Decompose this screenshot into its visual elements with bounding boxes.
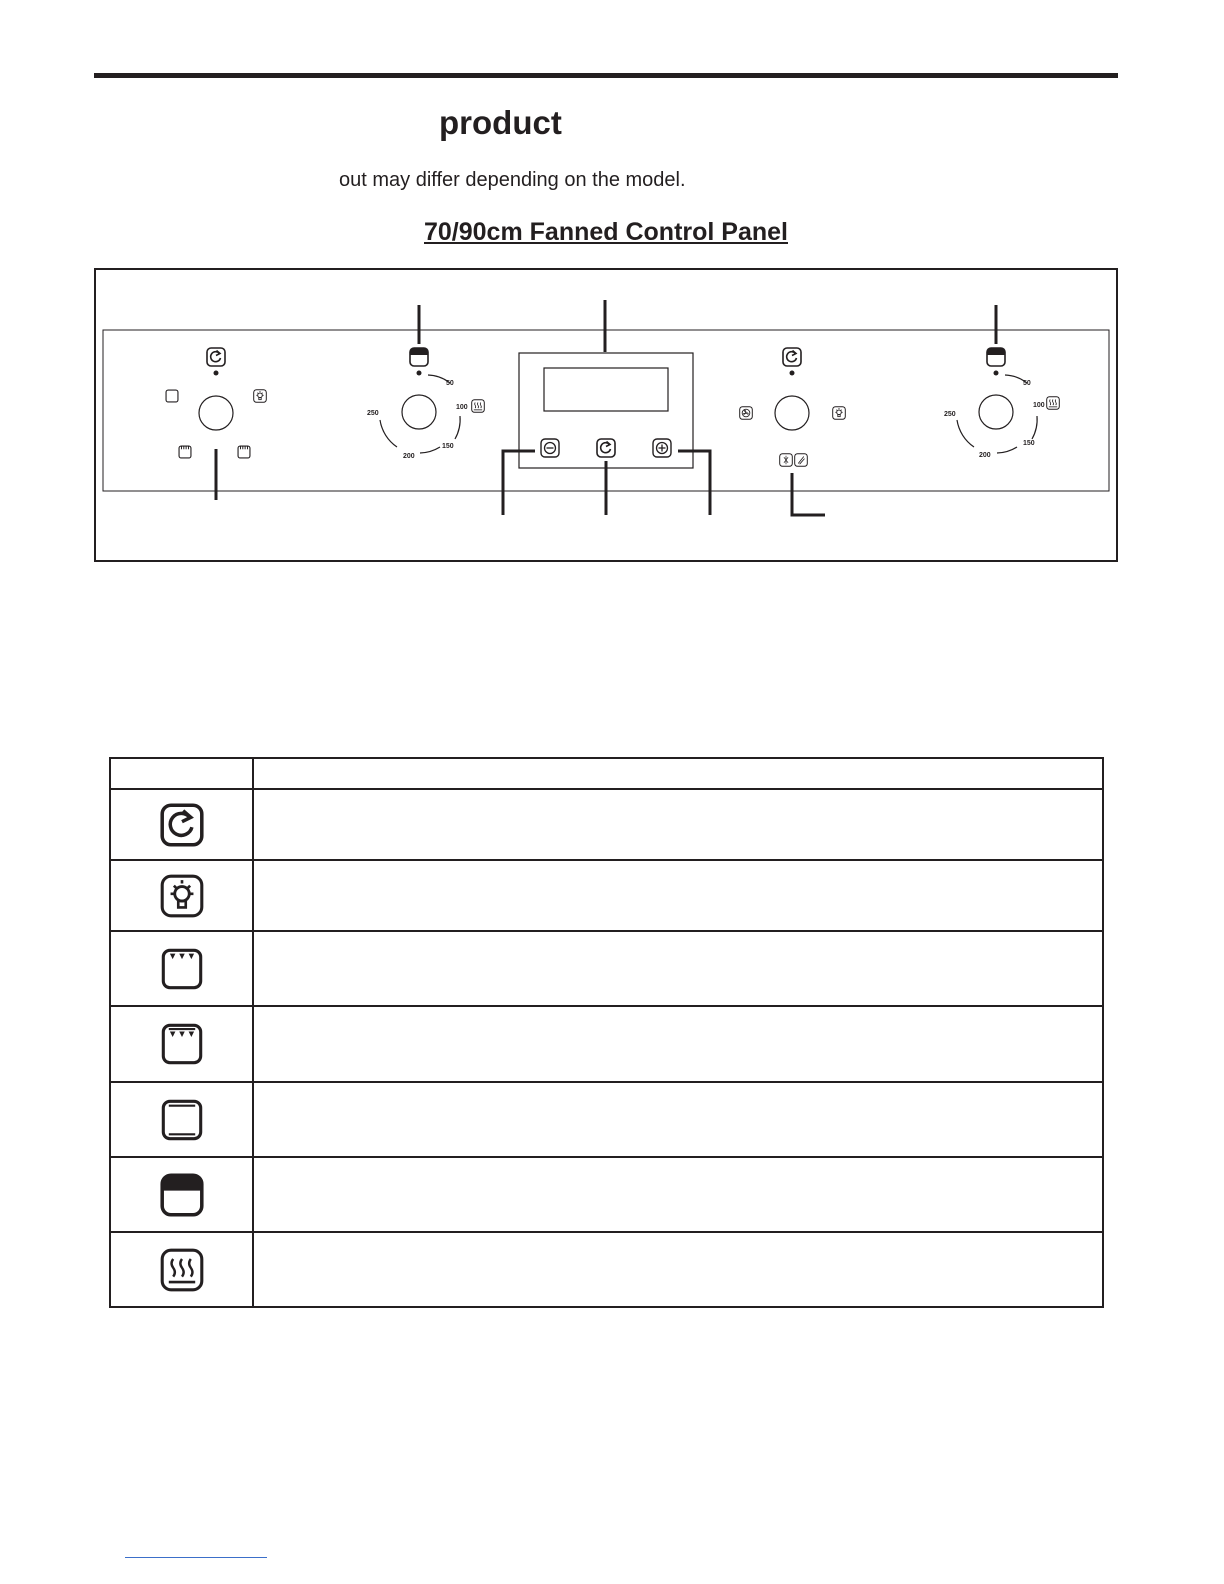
dial-scale-label: 50 (446, 380, 454, 387)
table-row (110, 1082, 1103, 1157)
row-description (253, 1232, 1103, 1307)
header-description (253, 758, 1103, 789)
dial-scale-label: 200 (979, 452, 991, 459)
temperature-knob-right[interactable] (944, 348, 1059, 459)
table-row (110, 931, 1103, 1006)
oven-light-icon (833, 407, 846, 420)
cycle-arrow-icon (783, 348, 801, 366)
grill-heater-icon (238, 446, 250, 458)
warming-heat-icon (1047, 397, 1060, 410)
dial-scale-label: 200 (403, 453, 415, 460)
table-row (110, 1006, 1103, 1082)
temperature-knob-left[interactable] (367, 348, 484, 460)
row-description (253, 860, 1103, 931)
top-bottom-heater-icon (160, 1098, 204, 1142)
row-description (253, 1082, 1103, 1157)
page-subtitle: out may differ depending on the model. (339, 169, 686, 191)
top-bottom-heater-icon (166, 390, 178, 402)
row-description (253, 789, 1103, 860)
oven-light-icon (160, 874, 204, 918)
symbols-table (109, 757, 1104, 1308)
warming-heat-icon (472, 400, 485, 413)
row-description (253, 1157, 1103, 1232)
table-header-row (110, 758, 1103, 789)
table-row (110, 860, 1103, 931)
dial-scale-label: 250 (367, 410, 379, 417)
dial-scale-label: 150 (1023, 440, 1035, 447)
dial-scale-label: 50 (1023, 380, 1031, 387)
dial-scale-label: 100 (456, 404, 468, 411)
defrost-icon (780, 454, 793, 467)
table-row (110, 789, 1103, 860)
dial-scale-label: 100 (1033, 402, 1045, 409)
top-element-solid-icon (410, 348, 428, 366)
clean-icon (795, 454, 808, 467)
row-description (253, 1006, 1103, 1082)
top-element-solid-icon (987, 348, 1005, 366)
top-heater-icon (160, 947, 204, 991)
table-row (110, 1157, 1103, 1232)
display-screen (544, 368, 668, 411)
warming-heat-icon (160, 1248, 204, 1292)
top-heater-icon (179, 446, 191, 458)
function-knob-right[interactable] (740, 348, 846, 466)
table-row (110, 1232, 1103, 1307)
header-symbol (110, 758, 253, 789)
plus-button[interactable] (653, 439, 671, 457)
fan-icon (740, 407, 753, 420)
dial-scale-label: 250 (944, 411, 956, 418)
panel-heading: 70/90cm Fanned Control Panel (424, 218, 788, 246)
footer-link-underline[interactable] (125, 1557, 267, 1558)
grill-heater-icon (160, 1022, 204, 1066)
mode-button[interactable] (597, 439, 615, 457)
row-description (253, 931, 1103, 1006)
dial-scale-label: 150 (442, 443, 454, 450)
minus-button[interactable] (541, 439, 559, 457)
cycle-arrow-icon (207, 348, 225, 366)
page-title: product (439, 104, 562, 141)
cycle-arrow-icon (160, 803, 204, 847)
oven-light-icon (254, 390, 267, 403)
control-panel-diagram (0, 0, 1224, 600)
function-knob-left[interactable] (166, 348, 266, 458)
top-element-solid-icon (160, 1173, 204, 1217)
